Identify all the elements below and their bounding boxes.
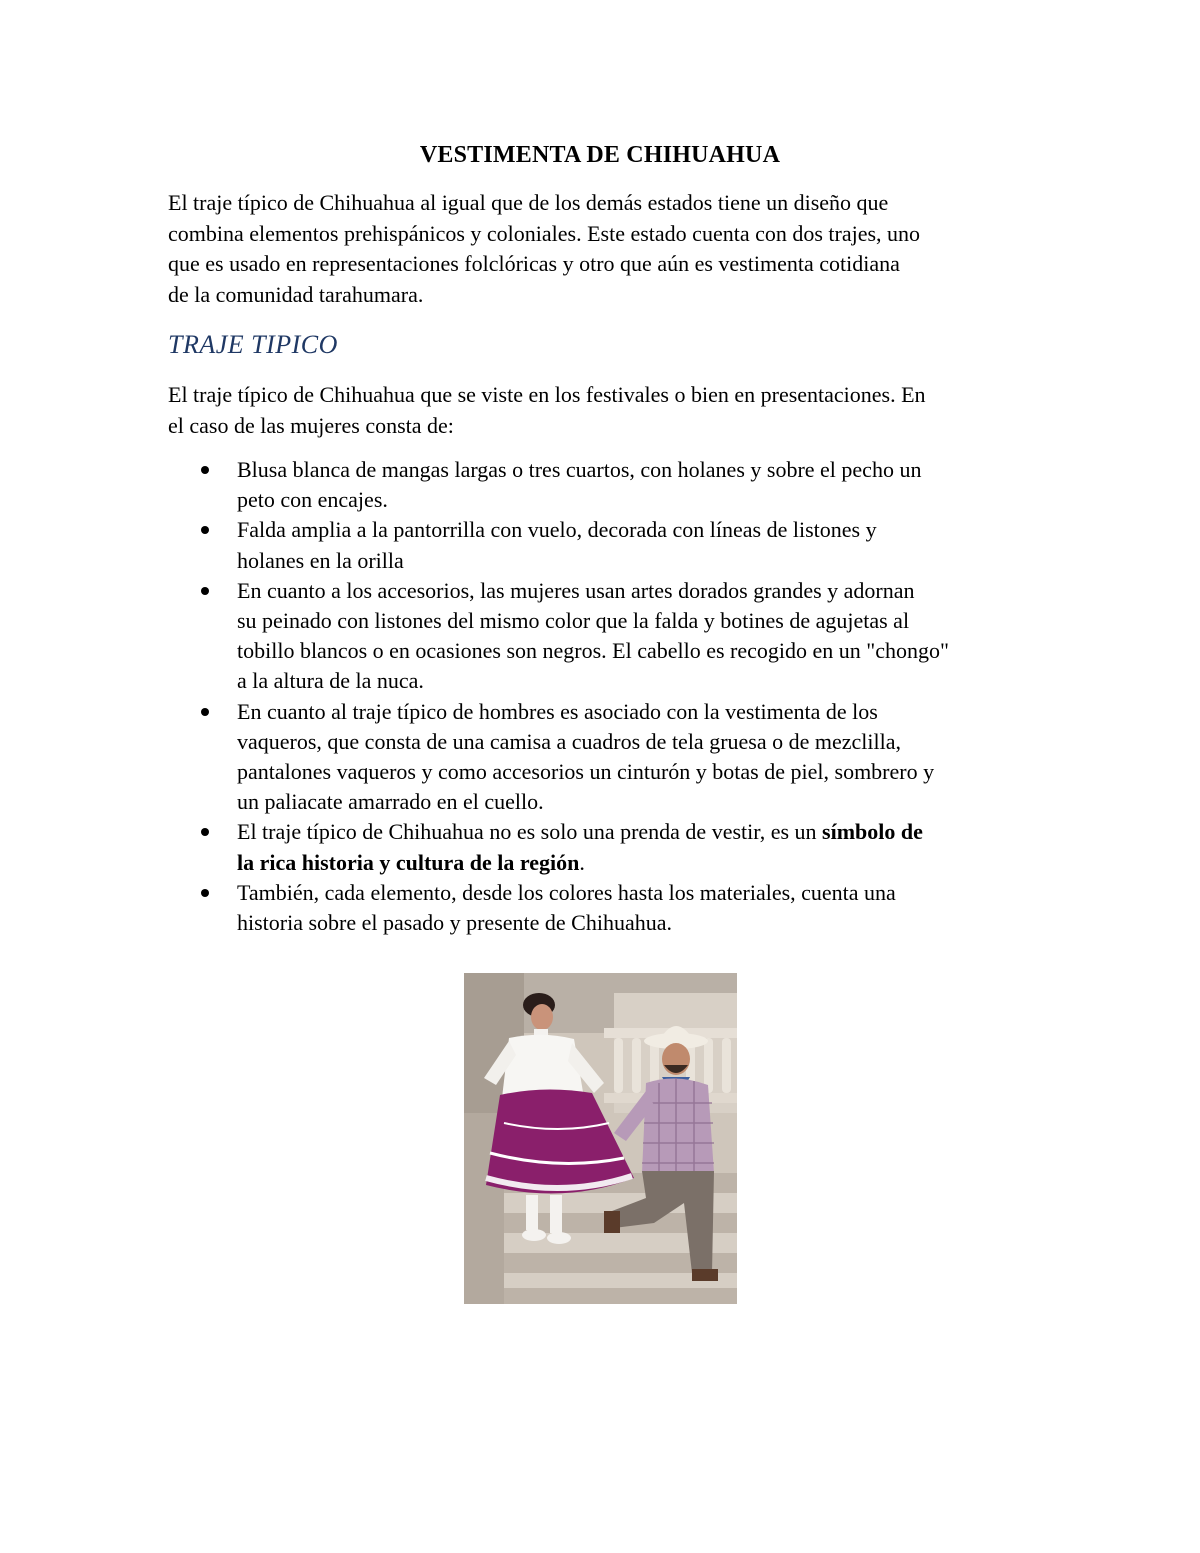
list-item-line (237, 848, 1068, 878)
bullet-icon (201, 587, 209, 595)
list-item (168, 817, 1068, 877)
lead-line: el caso de las mujeres consta de: (168, 412, 454, 438)
intro-paragraph (168, 188, 1048, 310)
bullet-icon (201, 526, 209, 534)
list-item-line: su peinado con listones del mismo color que la falda y botines de agujetas al (237, 608, 910, 634)
lead-line: El traje típico de Chihuahua que se viste en los festivales o bien en presentaciones. En (168, 382, 926, 407)
bullet-icon (201, 828, 209, 836)
list-item-line: holanes en la orilla (237, 547, 404, 573)
list-item-line: peto con encajes. (237, 487, 388, 513)
list-item-line: También, cada elemento, desde los colores hasta los materiales, cuenta una (237, 879, 896, 905)
list-item-line (237, 817, 1068, 847)
list-item-text: El traje típico de Chihuahua no es solo una prenda de vestir, es un (237, 819, 823, 845)
list-item-line: pantalones vaqueros y como accesorios un cinturón y botas de piel, sombrero y (237, 759, 935, 785)
section-heading-traje-tipico: TRAJE TIPICO (168, 330, 338, 359)
bullet-list (168, 455, 1068, 938)
list-item-line: historia sobre el pasado y presente de Chihuahua. (237, 910, 672, 936)
list-item (168, 576, 1068, 697)
intro-line: de la comunidad tarahumara. (168, 281, 424, 307)
intro-line: combina elementos prehispánicos y coloniales. Este estado cuenta con dos trajes, uno (168, 220, 921, 246)
bullet-icon (201, 466, 209, 474)
intro-line: que es usado en representaciones folclóricas y otro que aún es vestimenta cotidiana (168, 251, 900, 276)
list-item (168, 455, 1068, 515)
bullet-icon (201, 708, 209, 716)
list-item-bold-text: la rica historia y cultura de la región (237, 849, 580, 875)
list-item-line: En cuanto a los accesorios, las mujeres usan artes dorados grandes y adornan (237, 577, 915, 603)
list-item-line: un paliacate amarrado en el cuello. (237, 789, 544, 815)
list-item-line: Falda amplia a la pantorrilla con vuelo, decorada con líneas de listones y (237, 517, 877, 543)
lead-paragraph (168, 380, 1048, 441)
list-item-line: a la altura de la nuca. (237, 668, 424, 694)
list-item-line: Blusa blanca de mangas largas o tres cuartos, con holanes y sobre el pecho un (237, 457, 922, 482)
list-item-line: tobillo blancos o en ocasiones son negros. El cabello es recogido en un "chongo" (237, 638, 950, 664)
list-item (168, 697, 1068, 818)
costume-photo (464, 973, 737, 1304)
list-item (168, 515, 1068, 575)
list-item-line: vaqueros, que consta de una camisa a cuadros de tela gruesa o de mezclilla, (237, 728, 901, 754)
list-item-line: En cuanto al traje típico de hombres es asociado con la vestimenta de los (237, 698, 878, 724)
bullet-icon (201, 889, 209, 897)
page-title: VESTIMENTA DE CHIHUAHUA (419, 142, 781, 168)
list-item (168, 878, 1068, 938)
list-item-bold-text: símbolo de (822, 819, 923, 845)
list-item-text: . (579, 849, 585, 875)
intro-line: El traje típico de Chihuahua al igual que de los demás estados tiene un diseño que (168, 190, 889, 215)
costume-photo-illustration (464, 973, 737, 1304)
